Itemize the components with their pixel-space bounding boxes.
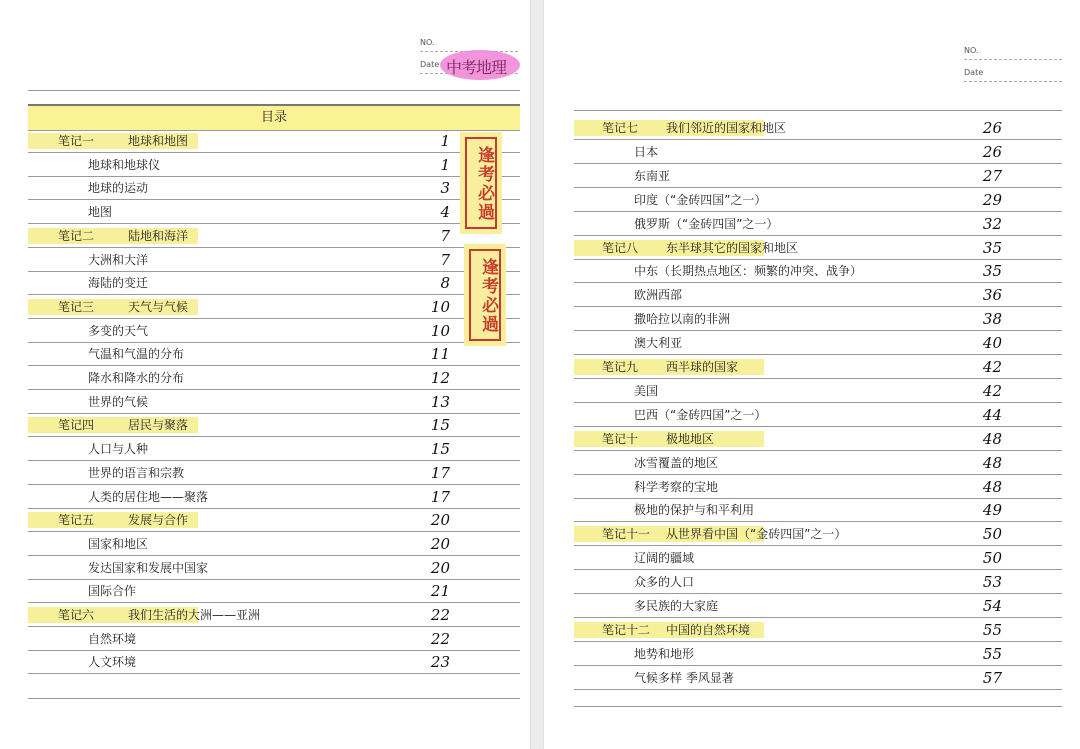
section-title: 世界的语言和宗教 [88, 465, 185, 480]
section-title: 欧洲西部 [634, 288, 683, 303]
chapter-title: 发展与合作 [128, 513, 189, 528]
chapter-label: 笔记六 [58, 608, 95, 622]
chapter-label: 笔记九 [602, 360, 639, 374]
page-number: 11 [430, 345, 450, 364]
page-number: 38 [982, 310, 1002, 329]
toc-section-row [28, 272, 520, 295]
page-number: 3 [440, 179, 450, 198]
page-number: 57 [982, 668, 1002, 687]
page-number: 7 [440, 250, 450, 269]
toc-title: 目录 [28, 104, 520, 131]
toc-section-row [574, 380, 1062, 403]
page-number: 15 [430, 416, 450, 435]
section-title: 极地的保护与和平利用 [634, 503, 755, 518]
page-number: 1 [440, 155, 450, 174]
page-number: 50 [982, 549, 1002, 568]
toc-section-row [28, 628, 520, 651]
toc-chapter-row [28, 509, 520, 532]
toc-section-row [28, 438, 520, 461]
toc-section-row [28, 533, 520, 556]
toc-chapter-row [28, 225, 520, 248]
page-number: 13 [430, 392, 450, 411]
chapter-label: 笔记十二 [602, 622, 651, 637]
section-title: 俄罗斯（“金砖四国”之一） [634, 216, 779, 231]
page-number: 54 [982, 597, 1002, 615]
toc-chapter-row [574, 117, 1062, 140]
toc-section-row [574, 260, 1062, 283]
section-title: 人口与人种 [88, 442, 149, 457]
chapter-label: 笔记七 [602, 121, 639, 135]
page-number: 49 [982, 501, 1002, 520]
page-number: 1 [440, 132, 450, 150]
seal-text-bottom: 逢考必過 [469, 249, 501, 341]
page-number: 27 [982, 166, 1002, 185]
toc-section-row [28, 462, 520, 485]
toc-chapter-row [574, 619, 1062, 642]
toc-chapter-row [574, 523, 1062, 546]
page-number: 48 [982, 477, 1002, 496]
section-title: 多民族的大家庭 [634, 599, 719, 613]
page-number: 35 [982, 238, 1002, 257]
section-title: 地势和地形 [634, 646, 695, 661]
section-title: 冰雪覆盖的地区 [634, 455, 719, 470]
page-number: 50 [982, 525, 1002, 544]
chapter-title: 天气与气候 [128, 299, 189, 314]
footer-rule [574, 706, 1062, 707]
section-title: 澳大利亚 [634, 336, 683, 351]
page-number: 26 [982, 142, 1002, 161]
page-number: 53 [982, 573, 1002, 592]
section-title: 海陆的变迁 [88, 276, 149, 291]
toc-section-row [574, 308, 1062, 331]
seal-text-top: 逢考必過 [465, 137, 497, 229]
section-title: 地球和地球仪 [88, 157, 161, 172]
chapter-title: 从世界看中国（“金砖四国”之一） [666, 527, 847, 542]
toc-chapter-row [28, 296, 520, 319]
section-title: 地球的运动 [88, 181, 149, 196]
section-title: 降水和降水的分布 [88, 371, 185, 385]
page-number: 20 [430, 511, 450, 530]
toc-chapter-row [574, 428, 1062, 451]
toc-section-row [28, 486, 520, 509]
chapter-title: 中国的自然环境 [666, 622, 751, 637]
header-rule [28, 90, 520, 91]
no-label: NO. [420, 38, 435, 47]
page-number: 22 [430, 606, 450, 624]
chapter-title: 极地地区 [666, 431, 715, 446]
toc-section-row [28, 580, 520, 603]
page-number: 48 [982, 429, 1002, 448]
chapter-label: 笔记一 [58, 134, 95, 148]
section-title: 气候多样 季风显著 [634, 670, 734, 685]
section-title: 自然环境 [88, 631, 137, 646]
page-number: 20 [430, 534, 450, 553]
toc-chapter-row [28, 414, 520, 437]
page-number: 17 [430, 487, 450, 506]
page-number: 12 [430, 369, 450, 387]
page-number: 10 [430, 321, 450, 340]
page-number: 7 [440, 226, 450, 245]
section-title: 众多的人口 [634, 575, 695, 590]
toc-section-row [574, 165, 1062, 188]
page-number: 40 [982, 334, 1002, 353]
chapter-label: 笔记十一 [602, 527, 651, 542]
toc-section-row [574, 547, 1062, 570]
toc-section-row [574, 499, 1062, 522]
toc-section-row [574, 667, 1062, 690]
date-dashed-line [964, 81, 1062, 82]
toc-section-row [574, 404, 1062, 427]
page-number: 10 [430, 297, 450, 316]
page-number: 55 [982, 620, 1002, 639]
section-title: 人文环境 [88, 655, 137, 670]
page-number: 36 [982, 286, 1002, 305]
chapter-title: 西半球的国家 [666, 360, 739, 374]
red-seal-bottom [464, 244, 506, 346]
page-number: 42 [982, 381, 1002, 400]
chapter-title: 东半球其它的国家和地区 [666, 240, 799, 255]
page-number: 44 [982, 405, 1002, 424]
toc-chapter-row [28, 130, 520, 153]
toc-section-row [574, 643, 1062, 666]
toc-section-row [28, 320, 520, 343]
page-number: 55 [982, 644, 1002, 663]
page-number: 15 [430, 440, 450, 459]
date-label: Date [420, 60, 440, 69]
chapter-label: 笔记五 [58, 513, 95, 528]
page-number: 17 [430, 463, 450, 482]
toc-section-row [574, 452, 1062, 475]
toc-section-row [574, 284, 1062, 307]
section-title: 东南亚 [634, 168, 671, 183]
no-label: NO. [964, 46, 979, 55]
stamp-text: 中考地理 [446, 58, 507, 77]
page-number: 29 [982, 190, 1002, 209]
no-dashed-line [964, 59, 1062, 60]
header-rule [574, 110, 1062, 111]
toc-section-row [28, 367, 520, 390]
red-seal-top [460, 132, 502, 234]
page-number: 22 [430, 629, 450, 648]
page-number: 42 [982, 358, 1002, 376]
section-title: 印度（“金砖四国”之一） [634, 192, 767, 207]
toc-section-row [28, 651, 520, 674]
page-number: 20 [430, 558, 450, 577]
section-title: 人类的居住地——聚落 [88, 489, 209, 504]
section-title: 发达国家和发展中国家 [88, 560, 209, 575]
section-title: 气温和气温的分布 [88, 347, 185, 362]
toc-section-row [574, 332, 1062, 355]
chapter-title: 居民与聚落 [128, 418, 189, 433]
toc-section-row [28, 557, 520, 580]
section-title: 国家和地区 [88, 536, 149, 551]
page-number: 35 [982, 262, 1002, 281]
page-number: 48 [982, 453, 1002, 472]
toc-section-row [574, 571, 1062, 594]
section-title: 日本 [634, 144, 659, 159]
section-title: 中东（长期热点地区：频繁的冲突、战争） [634, 264, 863, 279]
toc-chapter-row [574, 237, 1062, 260]
toc-section-row [574, 213, 1062, 236]
toc-section-row [574, 189, 1062, 212]
toc-section-row [574, 141, 1062, 164]
chapter-title: 陆地和海洋 [128, 228, 189, 243]
section-title: 世界的气候 [88, 394, 149, 409]
footer-rule [28, 698, 520, 699]
toc-section-row [574, 595, 1062, 618]
chapter-label: 笔记八 [602, 240, 639, 255]
section-title: 国际合作 [88, 584, 137, 599]
toc-section-row [28, 343, 520, 366]
section-title: 巴西（“金砖四国”之一） [634, 407, 767, 422]
section-title: 大洲和大洋 [88, 252, 149, 267]
section-title: 科学考察的宝地 [634, 479, 719, 494]
page-number: 23 [430, 653, 450, 672]
toc-section-row [28, 249, 520, 272]
toc-section-row [28, 177, 520, 200]
section-title: 多变的天气 [88, 323, 149, 338]
section-title: 地图 [88, 205, 113, 220]
toc-section-row [28, 391, 520, 414]
chapter-title: 我们邻近的国家和地区 [666, 121, 787, 135]
chapter-label: 笔记四 [58, 418, 95, 433]
date-label: Date [964, 68, 984, 77]
left-notebook-page [0, 0, 530, 749]
toc-chapter-row [574, 356, 1062, 379]
toc-section-row [28, 201, 520, 224]
section-title: 撒哈拉以南的非洲 [634, 312, 731, 327]
page-number: 8 [440, 274, 450, 293]
chapter-label: 笔记二 [58, 228, 95, 243]
right-notebook-page [544, 0, 1080, 749]
chapter-title: 地球和地图 [128, 134, 189, 148]
chapter-label: 笔记十 [602, 431, 639, 446]
section-title: 辽阔的疆域 [634, 551, 695, 566]
page-number: 21 [430, 582, 450, 601]
page-number: 32 [982, 214, 1002, 233]
chapter-label: 笔记三 [58, 299, 95, 314]
page-number: 4 [440, 203, 450, 222]
toc-chapter-row [28, 604, 520, 627]
toc-section-row [574, 476, 1062, 499]
section-title: 美国 [634, 383, 659, 398]
chapter-title: 我们生活的大洲——亚洲 [128, 608, 261, 622]
toc-section-row [28, 154, 520, 177]
page-number: 26 [982, 119, 1002, 137]
